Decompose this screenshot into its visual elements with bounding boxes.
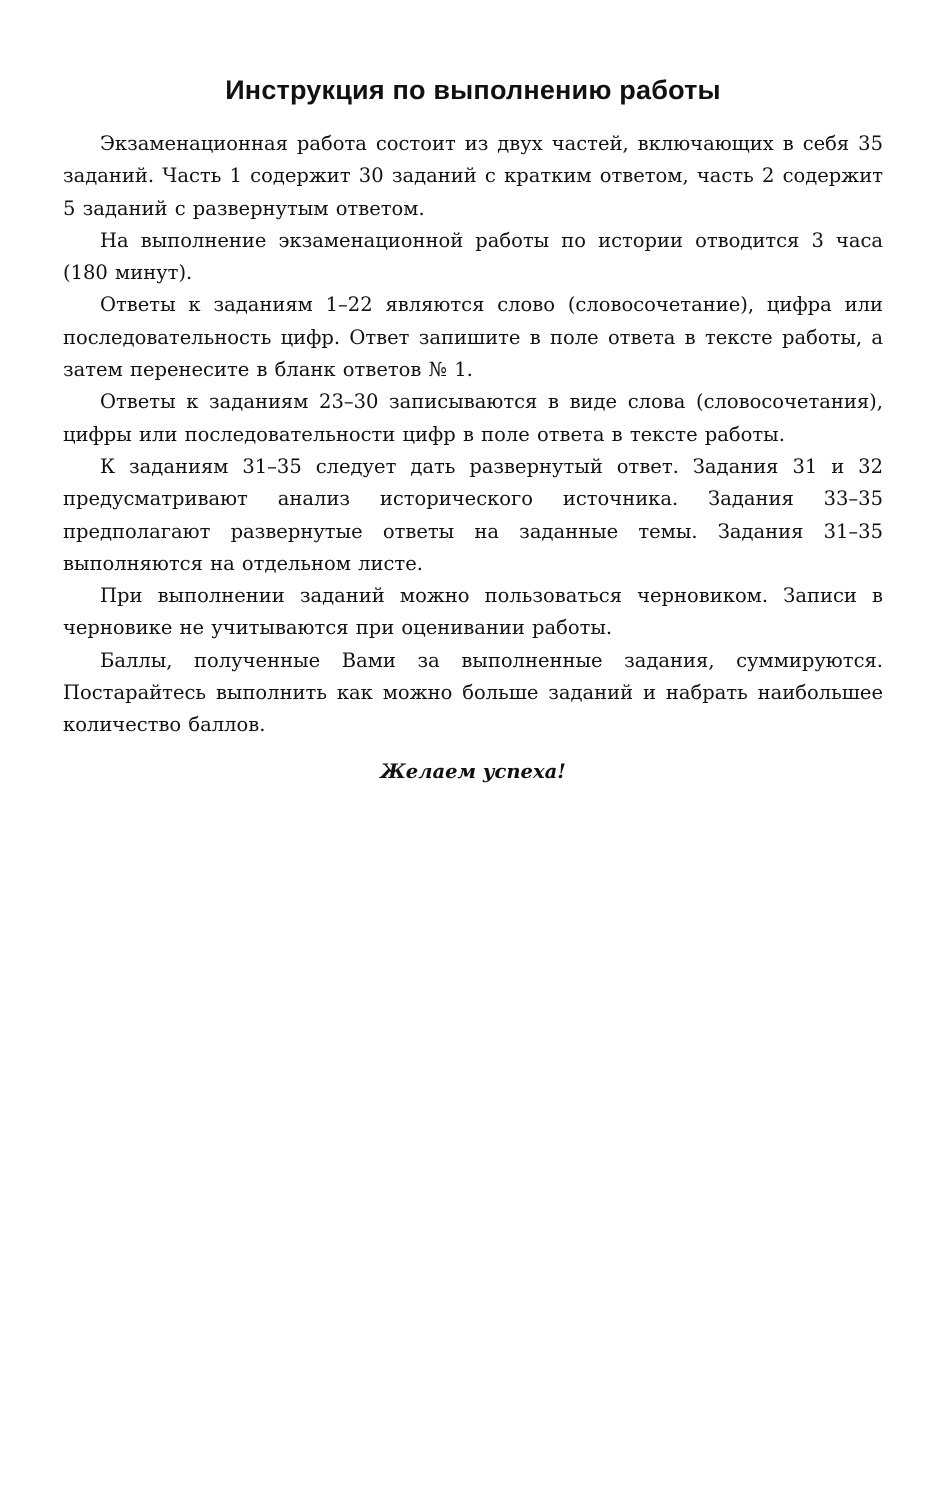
paragraph-structure: Экзаменационная работа состоит из двух частей, включающих в себя 35 заданий. Часть 1 содержит 30 заданий с кратким ответом, часть 2 содержит 5 заданий с развернутым ответом. bbox=[63, 132, 883, 220]
document-page bbox=[63, 70, 883, 788]
paragraph-draft: При выполнении заданий можно пользоваться черновиком. Записи в черновике не учитываются при оценивании работы. bbox=[63, 584, 883, 640]
paragraph-scoring: Баллы, полученные Вами за выполненные задания, суммируются. Постарайтесь выполнить как можно больше заданий и набрать наибольшее количество баллов. bbox=[63, 648, 883, 737]
page-title: Инструкция по выполнению работы bbox=[225, 75, 721, 105]
paragraph-answers-23-30: Ответы к заданиям 23–30 записываются в виде слова (словосочетания), цифры или последовательности цифр в поле ответа в тексте работы. bbox=[63, 390, 883, 446]
paragraph-tasks-31-35: К заданиям 31–35 следует дать развернутый ответ. Задания 31 и 32 предусматривают анализ исторического источника. Задания 33–35 предполагают развернутые ответы на заданные темы. Задания 31–35 выполняются на отдельном листе. bbox=[63, 454, 883, 575]
closing-wish: Желаем успеха! bbox=[380, 759, 566, 783]
paragraph-answers-1-22: Ответы к заданиям 1–22 являются слово (словосочетание), цифра или последовательность цифр. Ответ запишите в поле ответа в тексте работы, а затем перенесите в бланк ответов № 1. bbox=[63, 293, 883, 382]
paragraph-duration: На выполнение экзаменационной работы по истории отводится 3 часа (180 минут). bbox=[63, 228, 883, 285]
